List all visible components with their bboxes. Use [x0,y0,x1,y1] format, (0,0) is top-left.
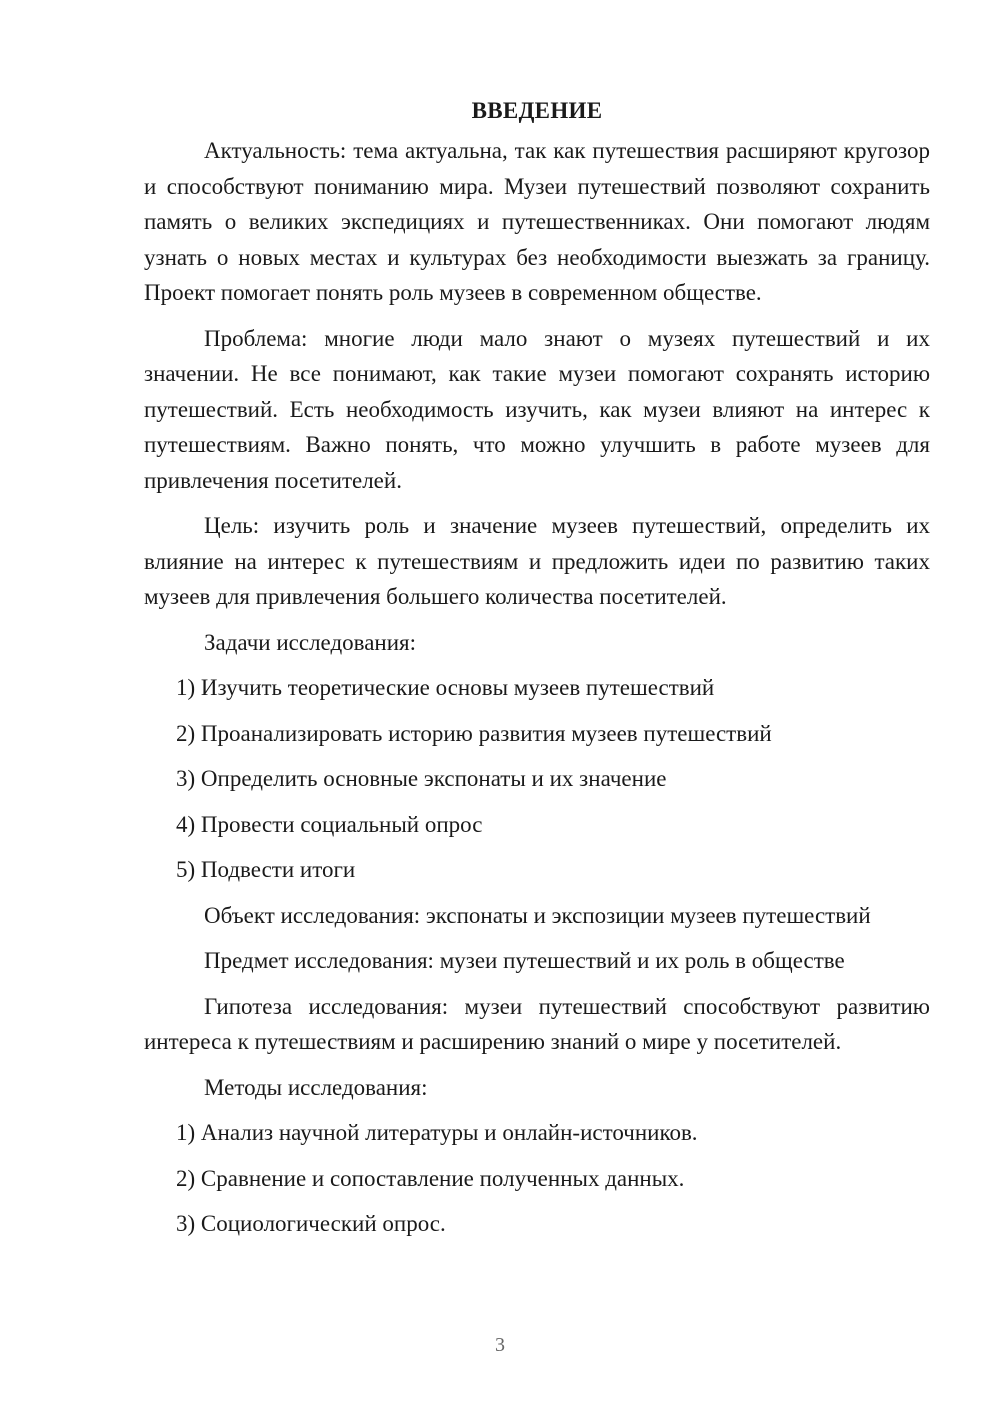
methods-list [144,1115,930,1242]
research-subject: Предмет исследования: музеи путешествий и их роль в обществе [204,948,845,973]
list-item: 4) Провести социальный опрос [176,811,483,837]
list-item: 3) Определить основные экспонаты и их значение [176,766,667,791]
methods-heading: Методы исследования: [204,1074,428,1100]
list-item: 3) Социологический опрос. [176,1211,446,1236]
list-item: 2) Проанализировать историю развития музеев путешествий [176,720,772,746]
list-item: 2) Сравнение и сопоставление полученных данных. [176,1165,685,1191]
goal-paragraph: Цель: изучить роль и значение музеев путешествий, определить их влияние на интерес к путешествиям и предложить идеи по развитию таких музеев для привлечения большего количества посетителей. [144,513,930,609]
list-item: 5) Подвести итоги [176,857,356,882]
page-number: 3 [495,1334,505,1356]
research-object: Объект исследования: экспонаты и экспозиции музеев путешествий [204,902,871,928]
list-item: 1) Изучить теоретические основы музеев путешествий [176,675,715,700]
page-content [144,96,930,1252]
page-title: ВВЕДЕНИЕ [471,98,603,123]
list-item: 1) Анализ научной литературы и онлайн-источников. [176,1120,698,1145]
problem-paragraph: Проблема: многие люди мало знают о музеях путешествий и их значении. Не все понимают, как такие музеи помогают сохранять историю путешествий. Есть необходимость изучить, как музеи влияют на интерес к путешествиям. Важно понять, что можно улучшить в работе музеев для привлечения посетителей. [144,325,930,493]
hypothesis-paragraph: Гипотеза исследования: музеи путешествий способствуют развитию интереса к путешествиям и расширению знаний о мире у посетителей. [144,993,930,1054]
relevance-paragraph: Актуальность: тема актуальна, так как путешествия расширяют кругозор и способствуют пониманию мира. Музеи путешествий позволяют сохранить память о великих экспедициях и путешественниках. Они помогают людям узнать о новых местах и культурах без необходимости выезжать за границу. Проект помогает понять роль музеев в современном обществе. [144,138,930,305]
tasks-heading: Задачи исследования: [204,629,417,655]
tasks-list [144,670,930,888]
